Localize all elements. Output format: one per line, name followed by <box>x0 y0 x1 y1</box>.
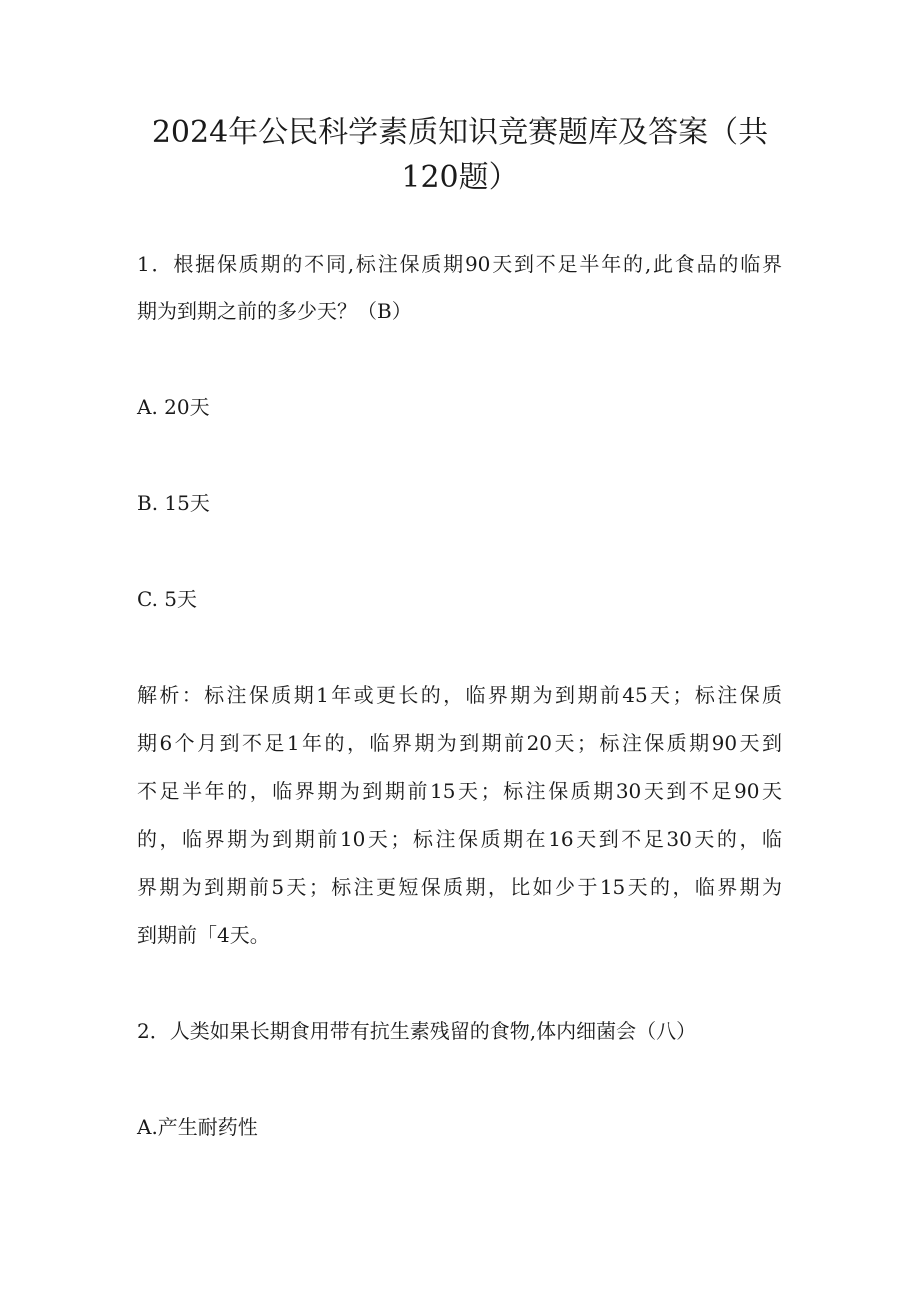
question-2-option-a: A.产生耐药性 <box>137 1115 258 1139</box>
question-1-text-line-1: 1．根据保质期的不同,标注保质期90天到不足半年的,此食品的临界 <box>137 252 782 276</box>
question-1-analysis-line-1: 解析：标注保质期1年或更长的，临界期为到期前45天；标注保质 <box>137 683 782 707</box>
question-1-analysis-line-2: 期6个月到不足1年的，临界期为到期前20天；标注保质期90天到 <box>137 731 782 755</box>
question-1-analysis-line-5: 界期为到期前5天；标注更短保质期，比如少于15天的，临界期为 <box>137 875 782 899</box>
question-1-option-a: A. 20天 <box>137 395 210 419</box>
question-1-analysis-line-6: 到期前「4天。 <box>137 923 270 947</box>
question-1-analysis-line-3: 不足半年的，临界期为到期前15天；标注保质期30天到不足90天 <box>137 779 782 803</box>
question-1-analysis-line-4: 的，临界期为到期前10天；标注保质期在16天到不足30天的，临 <box>137 827 782 851</box>
question-1-text-line-2: 期为到期之前的多少天？（B） <box>137 299 412 323</box>
question-1-option-c: C. 5天 <box>137 587 198 611</box>
document-title-line-1: 2024年公民科学素质知识竞赛题库及答案（共 <box>151 115 769 150</box>
question-1-option-b: B. 15天 <box>137 491 210 515</box>
question-2-text-line-1: 2．人类如果长期食用带有抗生素残留的食物,体内细菌会（八） <box>137 1019 697 1043</box>
document-title-line-2: 120题） <box>401 160 519 195</box>
